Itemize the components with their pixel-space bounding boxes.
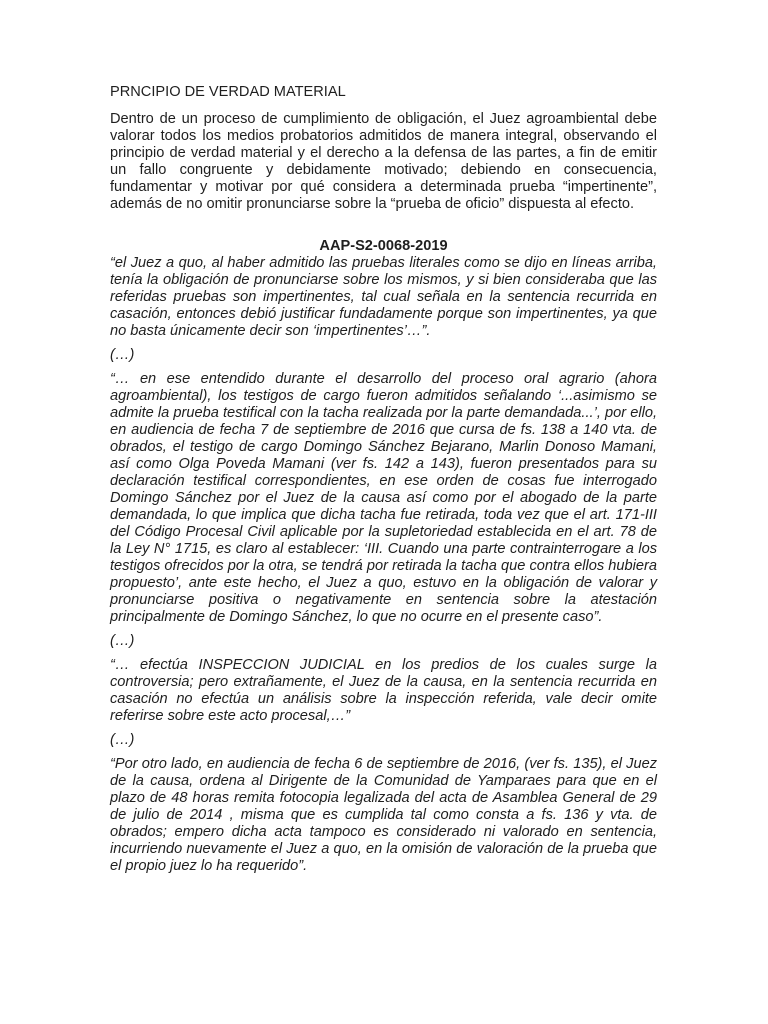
quote-paragraph-4: “Por otro lado, en audiencia de fecha 6 de septiembre de 2016, (ver fs. 135), el Juez de la causa, ordena al Dirigente de la Comunidad de Yamparaes para que en el plazo de 48 horas remita fotocopia legalizada del acta de Asamblea General de 29 de julio de 2014 , misma que es cumplida tal como consta a fs. 136 y vta. de obrados; empero dicha acta tampoco es considerado ni valorado en sentencia, incurriendo nuevamente el Juez a quo, en la omisión de valoración de la prueba que el propio juez lo ha requerido”. (110, 756, 657, 874)
quote-paragraph-3: “… efectúa INSPECCION JUDICIAL en los predios de los cuales surge la controversia; pero extrañamente, el Juez de la causa, en la sentencia recurrida en casación no efectúa un análisis sobre la inspección referida, vale decir omite referirse sobre este acto procesal,…” (110, 657, 657, 724)
quote-paragraph-1: “el Juez a quo, al haber admitido las pruebas literales como se dijo en líneas arriba, tenía la obligación de pronunciarse sobre los mismos, y si bien consideraba que las referidas pruebas son impertinentes, tal cual señala en la sentencia recurrida en casación, entonces debió justificar fundadamente porque son impertinentes, ya que no basta únicamente decir son ‘impertinentes’…”. (110, 255, 657, 339)
quote-paragraph-2: “… en ese entendido durante el desarrollo del proceso oral agrario (ahora agroambiental), los testigos de cargo fueron admitidos señalando ‘...asimismo se admite la prueba testifical con la tacha realizada por la parte demandada...’, por ello, en audiencia de fecha 7 de septiembre de 2016 que cursa de fs. 138 a 140 vta. de obrados, el testigo de cargo Domingo Sánchez Bejarano, Marlin Donoso Mamani, así como Olga Poveda Mamani (ver fs. 142 a 143), fueron presentados para su declaración testifical correspondientes, en ese orden de cosas fue interrogado Domingo Sánchez por el Juez de la causa así como por el abogado de la parte demandada, lo que implica que dicha tacha fue retirada, toda vez que el art. 171-III del Código Procesal Civil aplicable por la supletoriedad establecida en el art. 78 de la Ley N° 1715, es claro al establecer: ‘III. Cuando una parte contrainterrogare a los testigos ofrecidos por la otra, se tendrá por retirada la tacha que contra ellos hubiera propuesto’, ante este hecho, el Juez a quo, estuvo en la obligación de valorar y pronunciarse positiva o negativamente en sentencia sobre la atestación principalmente de Domingo Sánchez, lo que no ocurre en el presente caso”. (110, 371, 657, 625)
case-heading: AAP-S2-0068-2019 (319, 238, 448, 254)
ellipsis-1: (…) (110, 347, 135, 363)
document-title: PRNCIPIO DE VERDAD MATERIAL (110, 84, 346, 100)
document-page (110, 84, 657, 875)
intro-paragraph: Dentro de un proceso de cumplimiento de obligación, el Juez agroambiental debe valorar todos los medios probatorios admitidos de manera integral, observando el principio de verdad material y el derecho a la defensa de las partes, a fin de emitir un fallo congruente y debidamente motivado; debiendo en consecuencia, fundamentar y motivar por qué considera a determinada prueba “impertinente”, además de no omitir pronunciarse sobre la “prueba de oficio” dispuesta al efecto. (110, 111, 657, 212)
ellipsis-2: (…) (110, 633, 135, 649)
ellipsis-3: (…) (110, 732, 135, 748)
